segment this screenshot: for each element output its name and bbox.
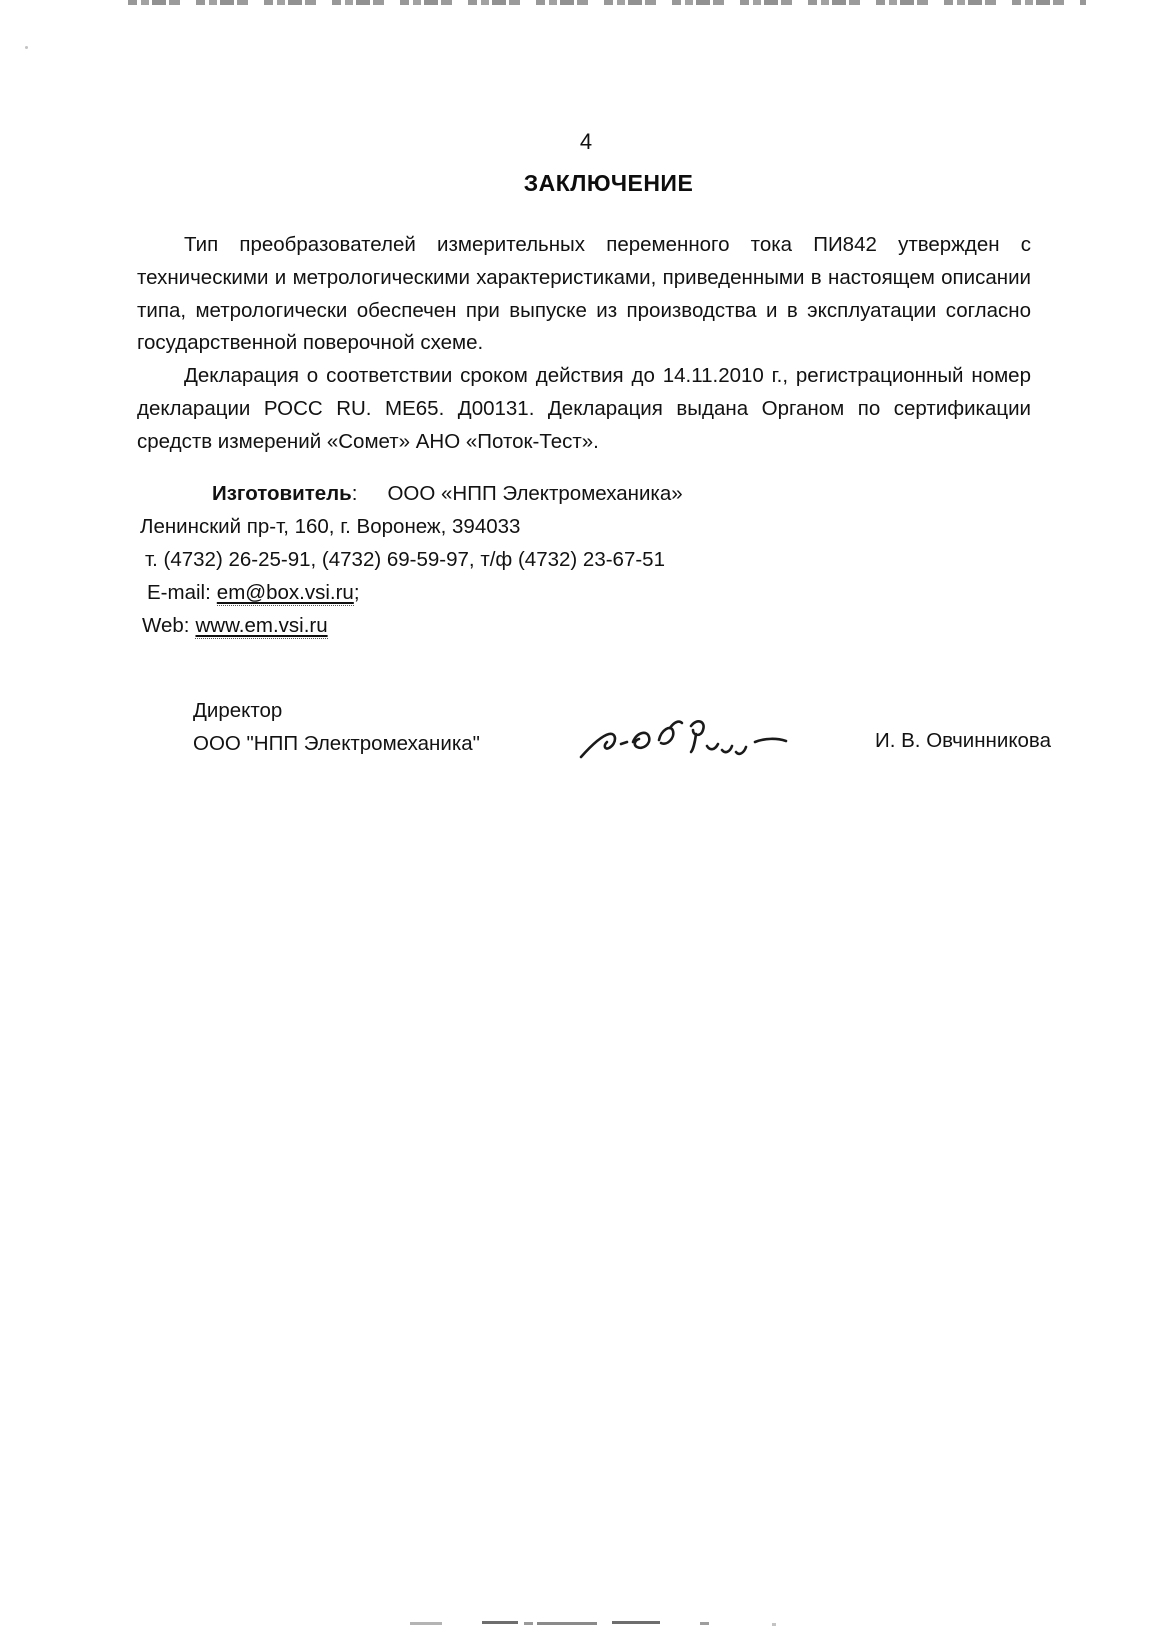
manufacturer-block xyxy=(137,477,1037,642)
manufacturer-label: Изготовитель xyxy=(212,482,352,505)
email-suffix: ; xyxy=(353,581,360,604)
director-company: ООО "НПП Электромеханика" xyxy=(193,732,480,755)
scan-edge-artifact xyxy=(128,0,1086,5)
signer-name: И. В. Овчинникова xyxy=(875,729,1051,752)
manufacturer-web-line xyxy=(137,609,1037,642)
manufacturer-phones: т. (4732) 26-25-91, (4732) 69-59-97, т/ф (4732) 23-67-51 xyxy=(145,548,665,571)
director-block xyxy=(193,694,480,760)
body-text xyxy=(137,229,1031,459)
manufacturer-email-line xyxy=(137,576,1037,609)
manufacturer-address: Ленинский пр-т, 160, г. Воронеж, 394033 xyxy=(140,515,521,538)
manufacturer-name: ООО «НПП Электромеханика» xyxy=(387,482,683,505)
paragraph-type-approval: Тип преобразователей измерительных переменного тока ПИ842 утвержден с техническими и метрологическими характеристиками, приведенными в настоящем описании типа, метрологически обеспечен при выпуске из производства и в эксплуатации согласно государственной поверочной схеме. xyxy=(137,233,1031,355)
email-label: E-mail: xyxy=(147,581,211,604)
paragraph-declaration: Декларация о соответствии сроком действия до 14.11.2010 г., регистрационный номер декларации РОСС RU. МЕ65. Д00131. Декларация выдана Органом по сертификации средств измерений «Сомет» АНО «Поток-Тест». xyxy=(137,364,1031,453)
manufacturer-line xyxy=(137,477,1037,510)
signature xyxy=(575,700,790,765)
email-link[interactable]: em@box.vsi.ru xyxy=(216,581,354,604)
scan-speck xyxy=(25,46,28,49)
page-title: ЗАКЛЮЧЕНИЕ xyxy=(523,170,694,196)
page-number: 4 xyxy=(579,129,593,154)
web-link[interactable]: www.em.vsi.ru xyxy=(195,614,328,637)
director-title: Директор xyxy=(193,699,283,722)
web-label: Web: xyxy=(142,614,190,637)
manufacturer-colon: : xyxy=(351,482,358,505)
